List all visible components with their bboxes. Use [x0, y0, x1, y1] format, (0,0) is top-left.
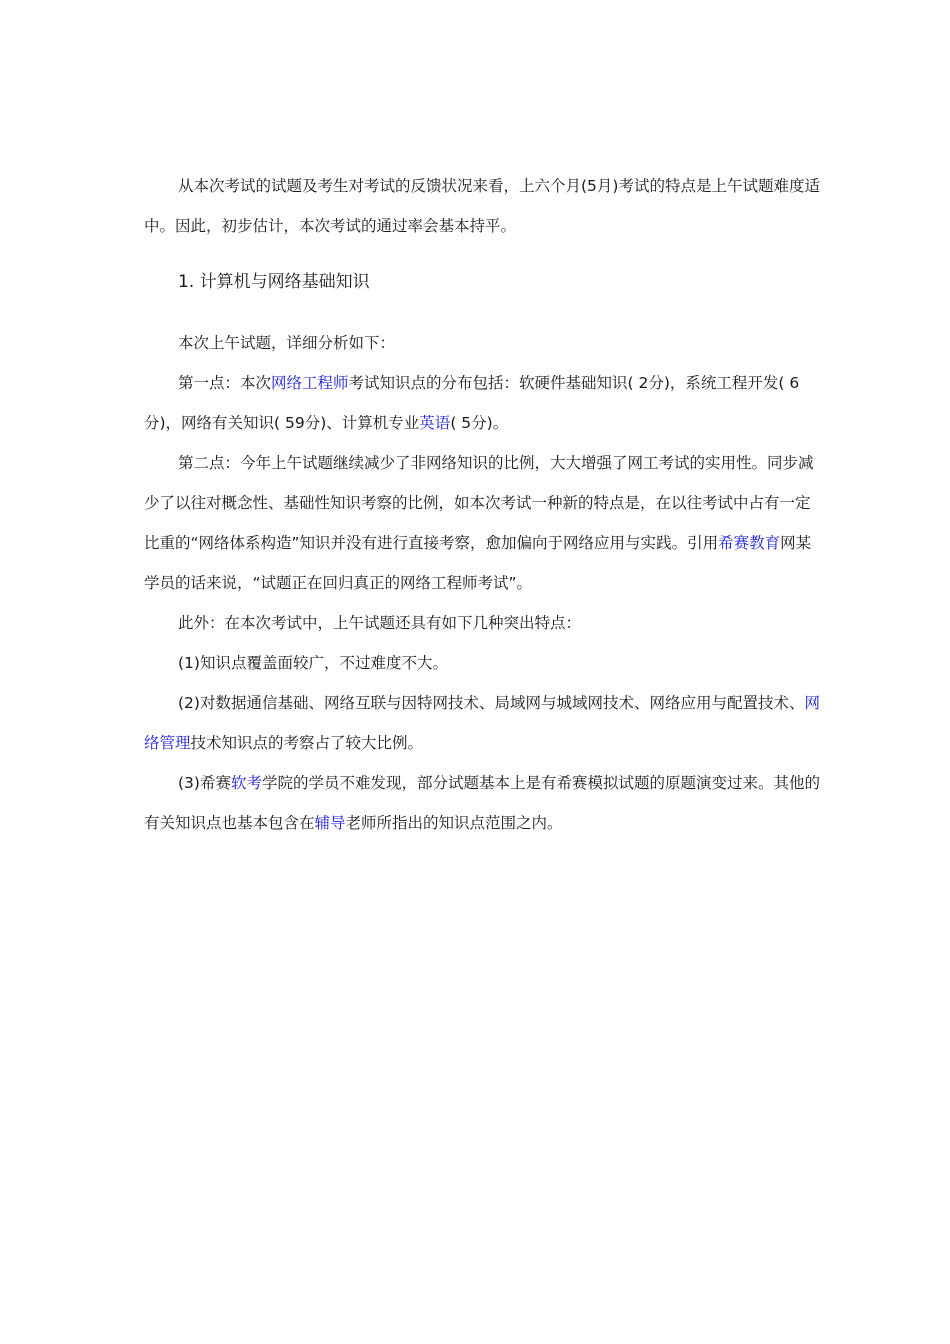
- besides-text: 此外：在本次考试中，上午试题还具有如下几种突出特点：: [178, 614, 582, 632]
- section-heading: 1. 计算机与网络基础知识: [178, 272, 370, 292]
- item3-text-before: (3)希赛: [178, 774, 231, 792]
- intro-paragraph: [144, 166, 824, 246]
- link-english[interactable]: 英语: [419, 414, 451, 432]
- point1-text-before: 第一点：本次: [178, 374, 272, 392]
- item3-text-mid: 学院的学员不难发现，部分试题基本上是有希赛模拟试题的原题演变过来。其他的有关知识点也基本包含在: [144, 774, 820, 832]
- link-ruankao[interactable]: 软考: [230, 774, 262, 792]
- item1-paragraph: [144, 643, 824, 683]
- link-xisai-education[interactable]: 希赛教育: [718, 534, 781, 552]
- intro-text: 从本次考试的试题及考生对考试的反馈状况来看，上六个月(5月)考试的特点是上午试题难度适中。因此，初步估计，本次考试的通过率会基本持平。: [144, 177, 820, 235]
- point1-text-after: ( 5分)。: [450, 414, 509, 432]
- item2-paragraph: [144, 683, 824, 763]
- point1-paragraph: [144, 363, 824, 443]
- point2-paragraph: [144, 443, 824, 603]
- link-network-management[interactable]: 网络管理: [144, 694, 820, 752]
- item2-text-after: 技术知识点的考察占了较大比例。: [190, 734, 424, 752]
- item2-text-before: (2)对数据通信基础、网络互联与因特网技术、局域网与城域网技术、网络应用与配置技术、: [178, 694, 805, 712]
- overview-text: 本次上午试题，详细分析如下：: [178, 334, 396, 352]
- link-tutoring[interactable]: 辅导: [314, 814, 346, 832]
- item1-text: (1)知识点覆盖面较广，不过难度不大。: [178, 654, 448, 672]
- point2-text-before: 第二点：今年上午试题继续减少了非网络知识的比例，大大增强了网工考试的实用性。同步减少了以往对概念性、基础性知识考察的比例，如本次考试一种新的特点是，在以往考试中占有一定比重的“网络体系构造”知识并没有进行直接考察，愈加偏向于网络应用与实践。引用: [144, 454, 814, 552]
- besides-paragraph: [144, 603, 824, 643]
- link-network-engineer[interactable]: 网络工程师: [271, 374, 349, 392]
- item3-paragraph: [144, 763, 824, 843]
- item3-text-after: 老师所指出的知识点范围之内。: [345, 814, 563, 832]
- overview-paragraph: [144, 323, 824, 363]
- point2-text-after: 网某学员的话来说，“试题正在回归真正的网络工程师考试”。: [144, 534, 812, 592]
- point1-text-mid: 考试知识点的分布包括：软硬件基础知识( 2分)，系统工程开发( 6分)，网络有关知识( 59分)、计算机专业: [144, 374, 800, 432]
